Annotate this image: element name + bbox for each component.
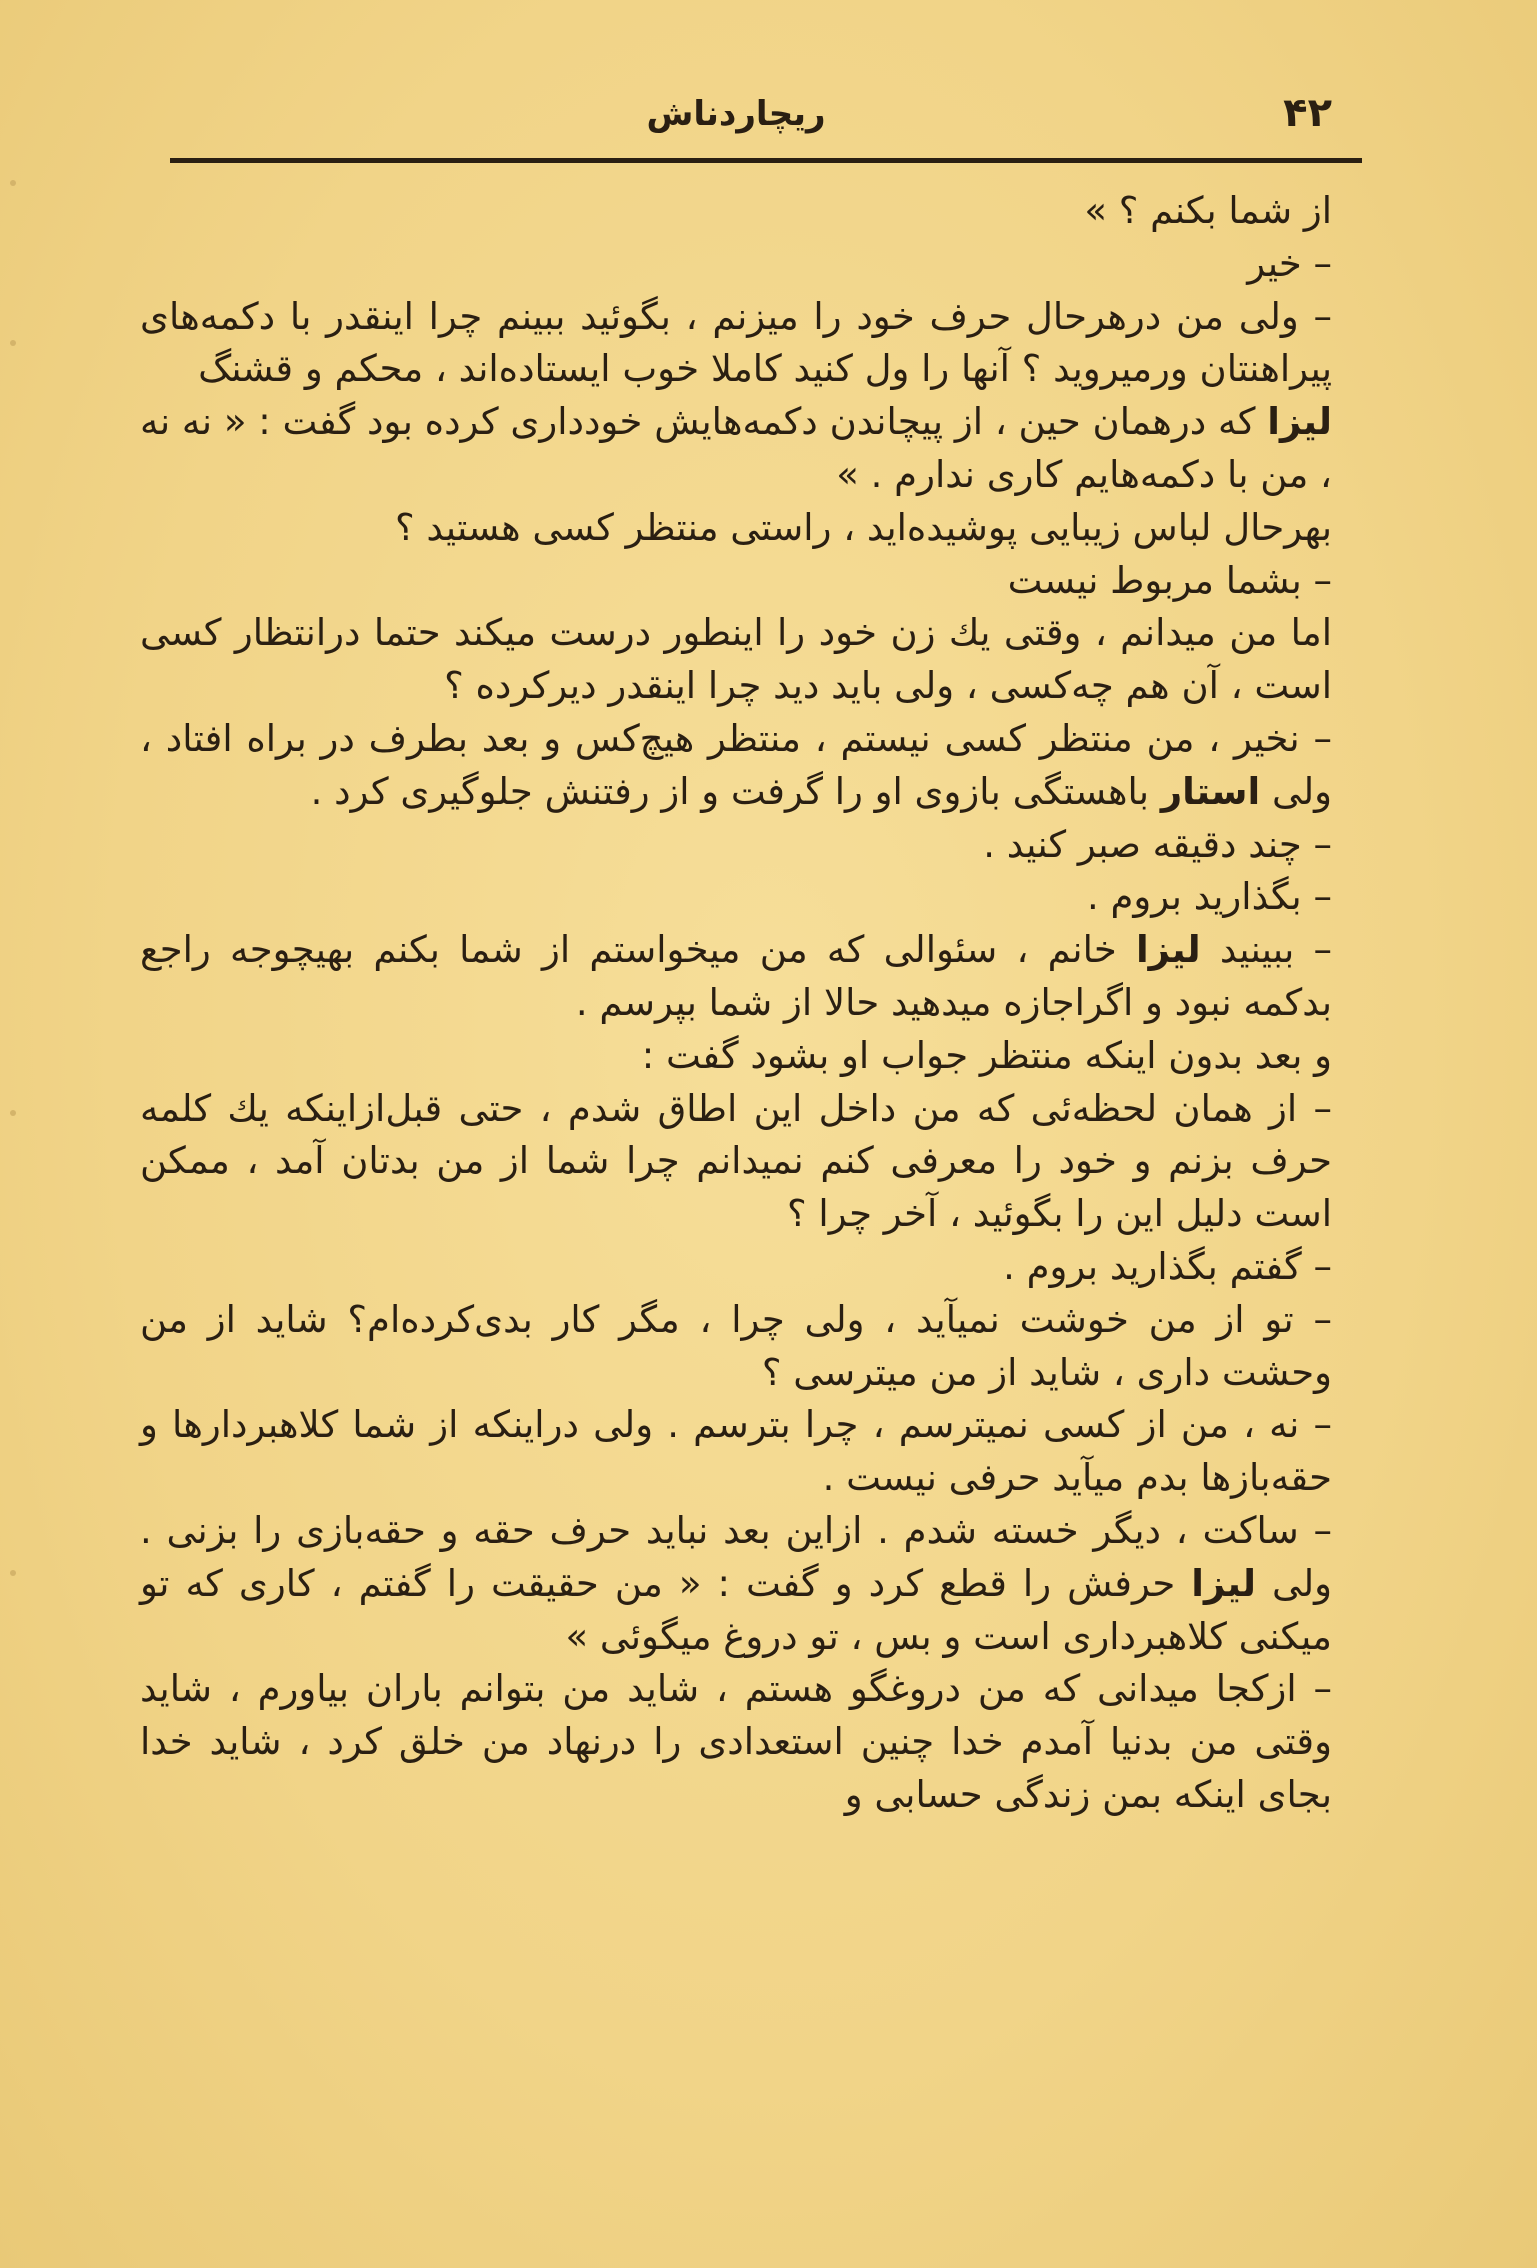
character-name: استار [1160,769,1261,813]
character-name: لیزا [1191,1561,1256,1605]
paragraph-text: بهرحال لباس زیبایی پوشیده‌اید ، راستی منتظر کسی هستید ؟ [394,505,1332,549]
paragraph-text: که درهمان حین ، از پیچاندن دکمه‌هایش خودداری کرده بود گفت : « نه نه ، من با دکمه‌هایم کاری ندارم . » [140,400,1332,496]
paragraph-text: – از همان لحظه‌ئی که من داخل این اطاق شدم ، حتی قبل‌ازاینکه یك کلمه حرف بزنم و خود را معرفی کنم نمیدانم چرا شما از من بدتان آمد ، ممکن است دلیل این را بگوئید ، آخر چرا ؟ [140,1086,1332,1236]
character-name: لیزا [1267,400,1332,444]
paragraph-text: خانم ، سئوالی که من میخواستم از شما بکنم بهیچوجه راجع بدکمه نبود و اگراجازه میدهید حالا از شما بپرسم . [140,928,1332,1024]
paragraph-text: – ازکجا میدانی که من دروغگو هستم ، شاید من بتوانم باران بیاورم ، شاید وقتی من بدنیا آمدم خدا چنین استعدادی را درنهاد من خلق کرد ، شاید خدا بجای اینکه بمن زندگی حسابی و [140,1667,1332,1816]
paragraph-text: – ساکت ، دیگر خسته شدم . ازاین بعد نباید حرف حقه و حقه‌بازی را بزنی . ولی [140,1508,1332,1605]
paragraph [140,502,1332,555]
paragraph-text: – نخیر ، من منتظر کسی نیستم ، منتظر هیچ‌کس و بعد بطرف در براه افتاد ، ولی [140,716,1332,813]
paragraph [140,555,1332,608]
paragraph [140,238,1332,291]
running-title: ریچاردناش [646,94,826,134]
paragraph [140,291,1332,397]
paragraph [140,1241,1332,1294]
paragraph [140,924,1332,1030]
paragraph-text: – چند دقیقه صبر کنید . [983,822,1332,866]
paragraph-text: حرفش را قطع کرد و گفت : « من حقیقت را گفتم ، کاری که تو میکنی کلاهبرداری است و بس ، تو دروغ میگوئی » [140,1561,1332,1658]
paragraph [140,1083,1332,1241]
paragraph-text: از شما بکنم ؟ » [1084,189,1332,232]
paragraph [140,396,1332,502]
binding-hole [10,180,16,186]
paragraph-text: اما من میدانم ، وقتی یك زن خود را اینطور درست میکند حتما درانتظار کسی است ، آن هم چه‌کسی ، ولی باید دید چرا اینقدر دیرکرده ؟ [140,611,1332,708]
binding-hole [10,340,16,346]
paragraph [140,1294,1332,1400]
paragraph [140,607,1332,713]
paragraph-text: – ولی من درهرحال حرف خود را میزنم ، بگوئید ببینم چرا اینقدر با دکمه‌های پیراهنتان ورمیروید ؟ آنها را ول کنید کاملا خوب ایستاده‌اند ، محکم و قشنگ [140,294,1332,391]
binding-hole [10,1570,16,1576]
character-name: لیزا [1135,928,1201,972]
paragraph [140,819,1332,872]
paragraph-text: – تو از من خوشت نمیآید ، ولی چرا ، مگر کار بدی‌کرده‌ام؟ شاید از من وحشت داری ، شاید از من میترسی ؟ [140,1297,1332,1394]
body-text [140,185,1332,1822]
paragraph [140,185,1332,238]
binding-hole [10,1110,16,1116]
paragraph-text: – ببینید [1200,928,1332,972]
paragraph [140,1030,1332,1083]
page-number: ۴۲ [1283,90,1332,136]
paragraph [140,1663,1332,1821]
paragraph-text: – گفتم بگذارید بروم . [1003,1244,1332,1288]
paragraph [140,871,1332,924]
paragraph-text: و بعد بدون اینکه منتظر جواب او بشود گفت : [641,1033,1332,1077]
paragraph-text: باهستگی بازوی او را گرفت و از رفتنش جلوگیری کرد . [310,769,1161,813]
paragraph-text: – نه ، من از کسی نمیترسم ، چرا بترسم . ولی دراینکه از شما کلاهبردارها و حقه‌بازها بدم میآید حرفی نیست . [140,1403,1332,1500]
paragraph [140,713,1332,819]
paragraph-text: – بگذارید بروم . [1086,875,1332,919]
paragraph [140,1399,1332,1505]
page-header [140,90,1332,150]
paragraph [140,1505,1332,1663]
paragraph-text: – بشما مربوط نیست [1007,558,1332,602]
header-rule [170,158,1362,163]
paragraph-text: – خیر [1247,241,1332,285]
